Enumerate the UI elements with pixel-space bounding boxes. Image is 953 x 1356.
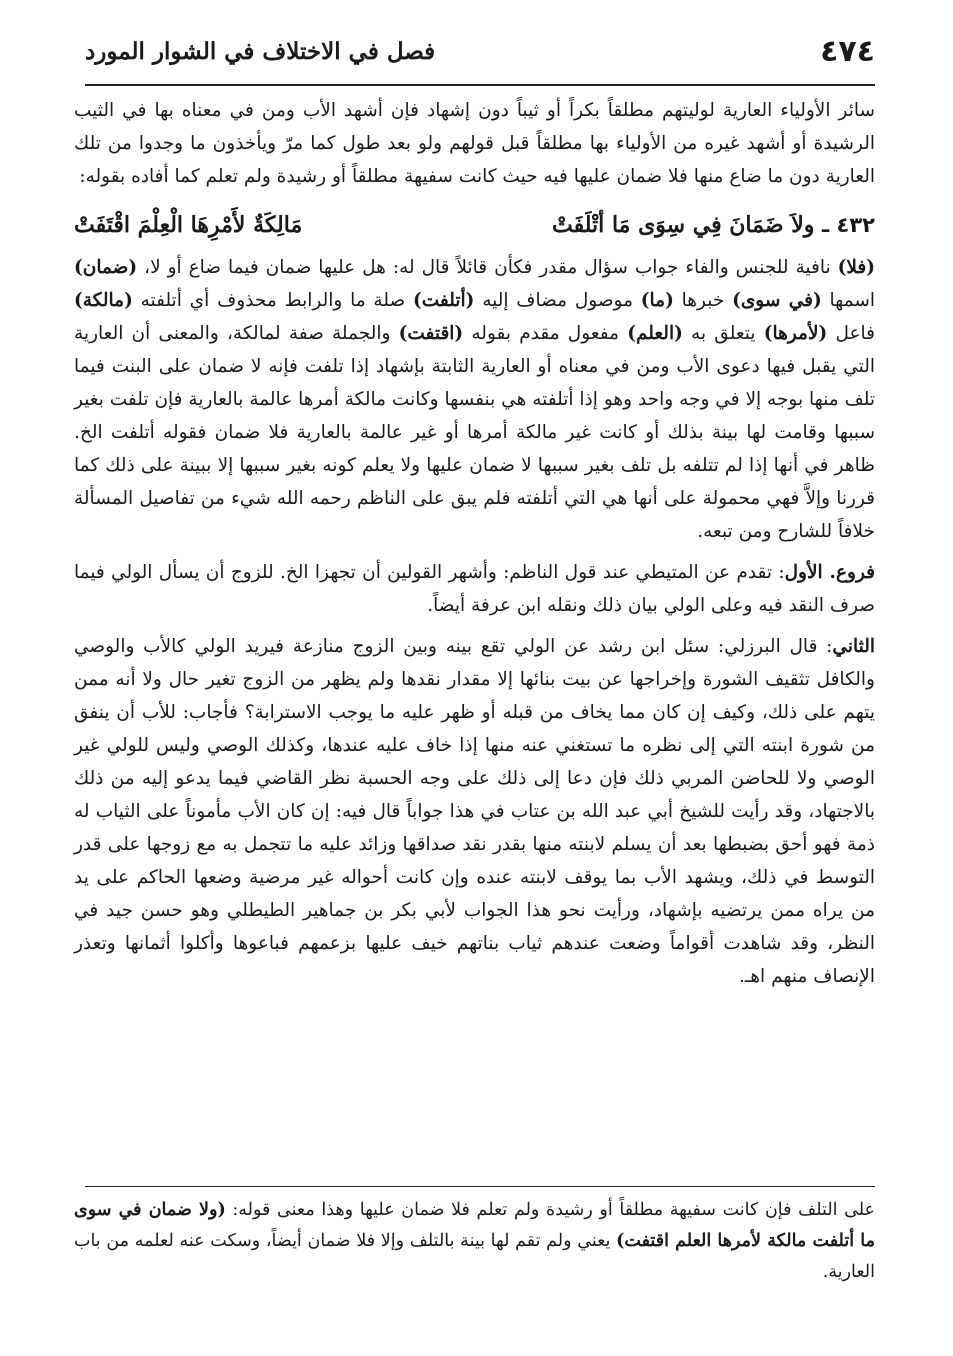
footnote-paragraph	[74, 1195, 875, 1288]
paragraph-commentary	[74, 251, 875, 548]
verse-first-hemistich	[552, 205, 875, 245]
term-daman: (ضمان)	[74, 257, 138, 278]
main-text	[74, 94, 875, 993]
term-iqtafat: (اقتفت)	[398, 323, 464, 344]
term-atlafat: (أتلفت)	[412, 290, 475, 311]
commentary-text: فاعل	[827, 323, 875, 344]
page-header	[85, 28, 875, 86]
page-number: ٤٧٤	[820, 34, 875, 69]
commentary-text: موصول مضاف إليه	[474, 290, 641, 311]
paragraph-intro: سائر الأولياء العارية لوليتهم مطلقاً بكراً أو ثيباً دون إشهاد فإن أشهد الأب ومن في معناه بها في الثيب الرشيدة أو أشهد غيره من الأولياء بها مطلقاً قبل قولهم ولو بعد طول كما مرّ ويأخذون ما وجدوا من تلك العارية دون ما ضاع منها فلا ضمان عليها فيه حيث كانت سفيهة مطلقاً أو رشيدة ولم تعلم كما أفاده بقوله:	[74, 100, 875, 187]
term-li-amriha: (لأمرها)	[763, 323, 828, 344]
furu-label: فروع.	[822, 562, 875, 583]
verse-line	[74, 205, 875, 245]
commentary-text: نافية للجنس والفاء جواب سؤال مقدر فكأن قائلاً قال له: هل عليها ضمان فيما ضاع أو لا،	[137, 257, 838, 278]
verse-first-hemistich-text: ولاَ ضَمَانَ فِي سِوَى مَا أتْلَفَتْ	[552, 212, 815, 238]
term-fala: (فلا)	[837, 257, 875, 278]
second-label: الثاني	[832, 636, 875, 657]
footnote-text: على التلف فإن كانت سفيهة مطلقاً أو رشيدة ولم تعلم فلا ضمان عليها وهذا معنى قوله:	[225, 1200, 875, 1220]
footnote-verse-quote: (ولا ضمان في سوى ما أتلفت مالكة لأمرها العلم اقتفت)	[74, 1200, 875, 1251]
running-title: فصل في الاختلاف في الشوار المورد	[85, 38, 436, 65]
footnote	[74, 1195, 875, 1288]
paragraph-second	[74, 630, 875, 993]
commentary-text: خبرها	[673, 290, 733, 311]
commentary-text: صلة ما والرابط محذوف أي أتلفته	[132, 290, 413, 311]
first-label: الأول	[784, 562, 823, 583]
term-al-ilm: (العلم)	[627, 323, 683, 344]
commentary-text: مفعول مقدم بقوله	[463, 323, 628, 344]
verse-second-hemistich: مَالِكَةٌ لأَمْرِهَا الْعِلْمَ اقْتَفَتْ	[74, 212, 303, 238]
footnote-separator	[85, 1186, 875, 1187]
second-text: : قال البرزلي: سئل ابن رشد عن الولي تقع بينه وبين الزوج منازعة فيريد الولي كالأب والوصي والكافل تثقيف الشورة وإخراجها عن بيت بنائها إلا مقدار نقدها ولم يظهر من الزوج تغير حال ولا أنه ممن يتهم على ذلك، وكيف إن كان مما يخاف من قبله أو ظهر عليه ما يوجب الاسترابة؟ فأجاب: للأب أن ينفق من شورة ابنته التي إلى نظره ما تستغني عنه منها إذا خاف عليه عندها، وكذلك الوصي وليس للولي غير الوصي ولا للحاضن المربي ذلك فإن دعا إلى ذلك على وجه الحسبة نظر القاضي فيما يدعو إليه من ذلك بالاجتهاد، وقد رأيت للشيخ أبي عبد الله بن عتاب في هذا جواباً قال فيه: إن كان الأب مأموناً على الثياب له ذمة فهو أحق بضبطها بعد أن يسلم لابنته منها بقدر نقد صداقها وزائد عليه ما تتجمل به مع زوجها على قدر التوسط في ذلك، ويشهد الأب بما يوقف لابنته عنده وإن كانت أحواله غير مرضية وضعها الحاكم على يد من يراه ممن يرتضيه بإشهاد، ورأيت نحو هذا الجواب لأبي بكر بن جماهير الطيطلي وهو حسن جيد في النظر، وقد شاهدت أقواماً وضعت عندهم ثياب بناتهم خيف عليها بزعمهم فباعوها وأكلوا أثمانها وتعذر الإنصاف منهم اهـ.	[74, 636, 875, 987]
verse-number: ٤٣٢ ـ	[822, 213, 875, 237]
paragraph-furu	[74, 556, 875, 622]
term-fi-siwa: (في سوى)	[732, 290, 822, 311]
furu-text: : تقدم عن المتيطي عند قول الناظم: وأشهر القولين أن تجهزا الخ. للزوج أن يسأل الولي فيما صرف النقد فيه وعلى الولي بيان ذلك ونقله ابن عرفة أيضاً.	[74, 562, 875, 616]
commentary-text: اسمها	[821, 290, 876, 311]
term-malika: (مالكة)	[74, 290, 133, 311]
term-ma: (ما)	[640, 290, 674, 311]
footnote-text: يعني ولم تقم لها بينة بالتلف وإلا فلا ضمان أيضاً، وسكت عنه لعلمه من باب العارية.	[74, 1231, 875, 1282]
commentary-text: والجملة صفة لمالكة، والمعنى أن العارية التي يقبل فيها دعوى الأب ومن في معناه أو العارية الثابتة بإشهاد إذا تلفت فإنه لا ضمان على البنت فيما تلف منها بوجه إلا في وجه واحد وهو إذا أتلفته هي بنفسها وكانت مالكة أمرها عالمة بالعارية فإن تلفت بغير سببها وقامت لها بينة بذلك أو كانت غير مالكة أمرها أو غير عالمة بالعارية فلا ضمان فقوله أتلفت الخ. ظاهر في أنها إذا لم تتلفه بل تلف بغير سببها لا ضمان عليها ولا يعلم كونه بغير سببها إلا ببينة على ذلك كما قررنا وإلاَّ فهي محمولة على أنها هي التي أتلفته فلم يبق على الناظم رحمه الله شيء من تفاصيل المسألة خلافاً للشارح ومن تبعه.	[74, 323, 875, 542]
commentary-text: يتعلق به	[682, 323, 764, 344]
